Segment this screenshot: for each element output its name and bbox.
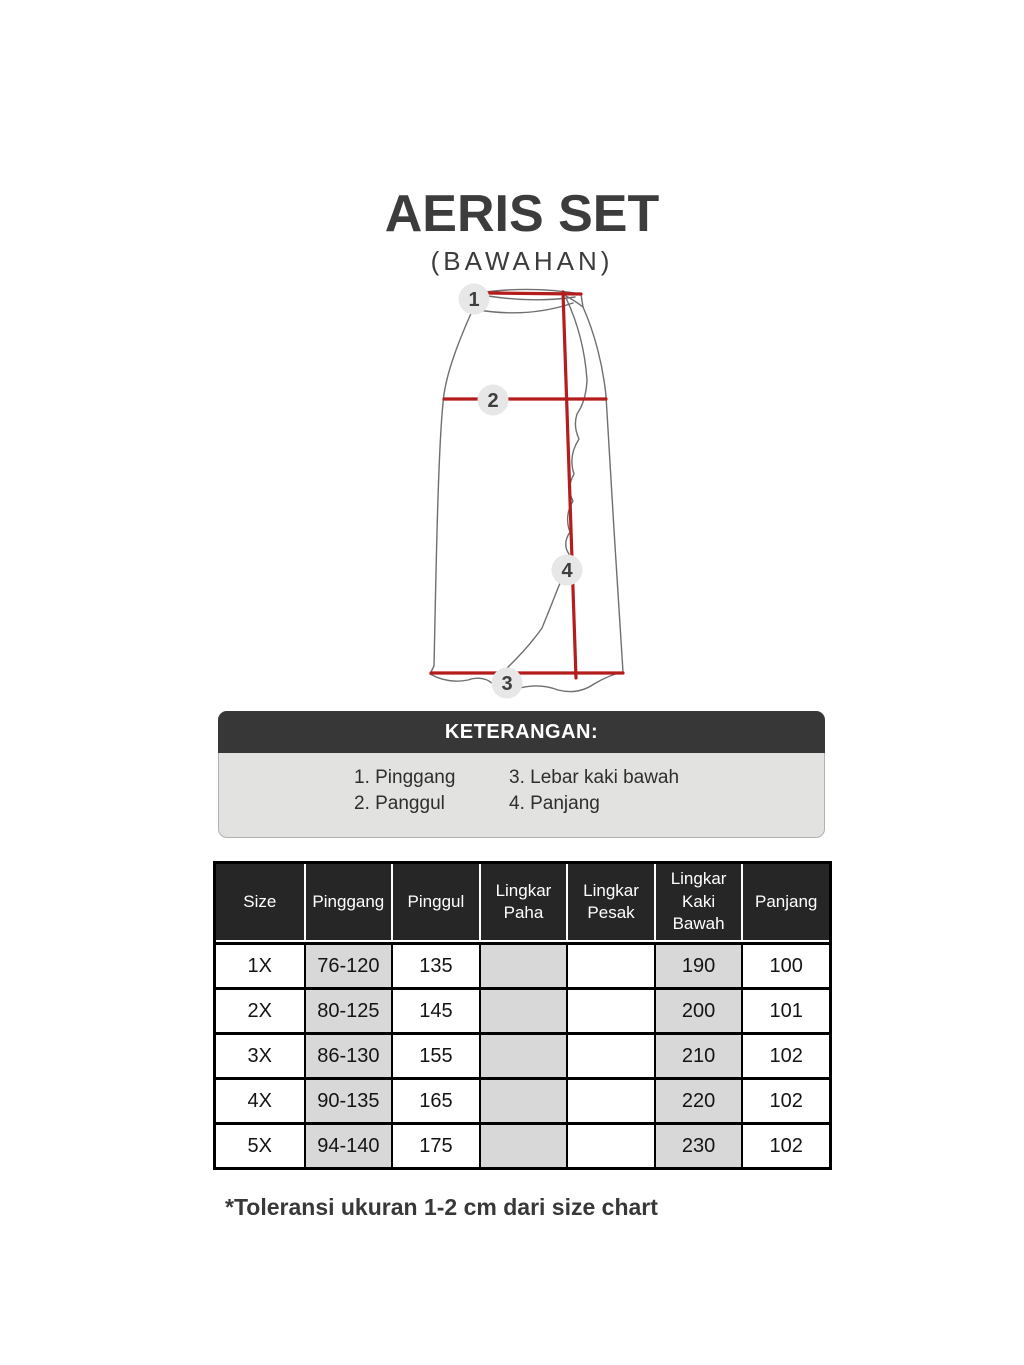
cell-size: 4X [216,1077,304,1122]
cell-lingkar-pesak [566,1032,654,1077]
table-row-5x [216,1122,829,1167]
cell-pinggul: 175 [391,1122,479,1167]
cell-panjang: 100 [741,942,829,987]
cell-panjang: 101 [741,987,829,1032]
skirt-outline [430,289,623,691]
waist-measure-line [487,293,581,294]
cell-lingkar-paha [479,942,567,987]
cell-panjang: 102 [741,1122,829,1167]
cell-pinggul: 165 [391,1077,479,1122]
cell-lingkar-paha [479,1032,567,1077]
column-header-lingkar-paha: Lingkar Paha [479,864,567,942]
marker-1-label: 1 [468,289,480,311]
length-measure-line [563,292,576,678]
cell-lingkar-pesak [566,942,654,987]
cell-pinggul: 145 [391,987,479,1032]
column-header-pinggang: Pinggang [304,864,392,942]
legend-header: KETERANGAN: [218,711,825,753]
cell-pinggang: 94-140 [304,1122,392,1167]
table-header-row [216,864,829,942]
cell-lingkar-kaki-bawah: 190 [654,942,742,987]
legend-item-pinggang: 1. Pinggang [354,767,456,788]
legend-item-panjang: 4. Panjang [509,793,600,814]
column-header-size: Size [216,864,304,942]
table-row-2x [216,987,829,1032]
skirt-measurement-diagram [408,276,648,706]
skirt-left-silhouette [430,309,473,674]
cell-size: 3X [216,1032,304,1077]
cell-lingkar-kaki-bawah: 210 [654,1032,742,1077]
cell-lingkar-kaki-bawah: 230 [654,1122,742,1167]
hem-wavy-edge [430,672,623,692]
column-header-lingkar-kaki-bawah: Lingkar Kaki Bawah [654,864,742,942]
size-chart-table [213,861,832,1170]
cell-size: 5X [216,1122,304,1167]
cell-pinggang: 86-130 [304,1032,392,1077]
cell-size: 2X [216,987,304,1032]
cell-lingkar-kaki-bawah: 200 [654,987,742,1032]
table-row-1x [216,942,829,987]
cell-pinggang: 90-135 [304,1077,392,1122]
cell-pinggang: 76-120 [304,942,392,987]
cell-lingkar-pesak [566,987,654,1032]
column-header-panjang: Panjang [741,864,829,942]
marker-4-label: 4 [561,560,573,582]
table-row-4x [216,1077,829,1122]
page-subtitle: (BAWAHAN) [430,246,614,276]
legend-column-right [509,765,679,817]
column-header-lingkar-pesak: Lingkar Pesak [566,864,654,942]
cell-lingkar-pesak [566,1122,654,1167]
cell-lingkar-paha [479,1122,567,1167]
column-header-pinggul: Pinggul [391,864,479,942]
legend-box [218,711,825,838]
cell-lingkar-pesak [566,1077,654,1122]
cell-lingkar-paha [479,1077,567,1122]
cell-pinggul: 135 [391,942,479,987]
cell-size: 1X [216,942,304,987]
cell-panjang: 102 [741,1032,829,1077]
measure-lines [431,292,623,678]
cell-pinggul: 155 [391,1032,479,1077]
cell-pinggang: 80-125 [304,987,392,1032]
table-row-3x [216,1032,829,1077]
marker-3-label: 3 [501,673,513,695]
skirt-right-silhouette [583,307,623,672]
tolerance-footnote: *Toleransi ukuran 1-2 cm dari size chart [225,1194,658,1220]
page-title: AERIS SET [384,185,660,243]
cell-panjang: 102 [741,1077,829,1122]
cell-lingkar-kaki-bawah: 220 [654,1077,742,1122]
cell-lingkar-paha [479,987,567,1032]
legend-column-left [354,765,455,817]
marker-2-label: 2 [487,390,499,412]
legend-item-lebar-kaki-bawah: 3. Lebar kaki bawah [509,767,680,788]
legend-item-panggul: 2. Panggul [354,793,445,814]
